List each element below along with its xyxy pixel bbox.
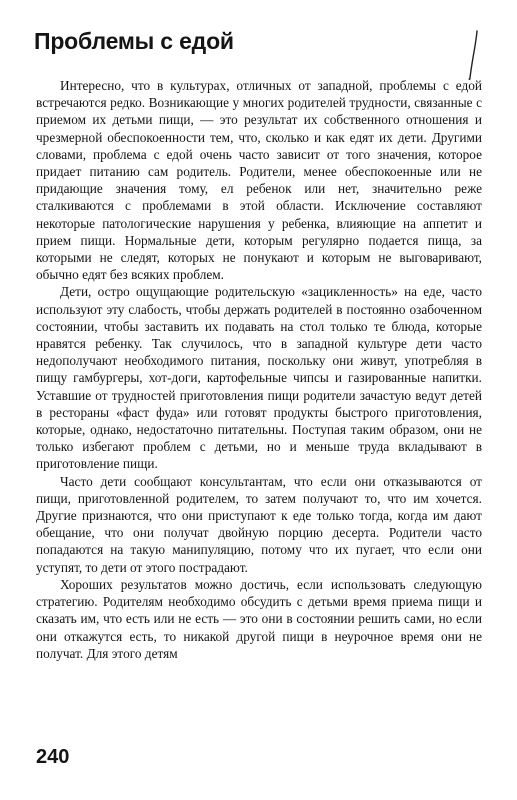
page-number: 240 bbox=[36, 746, 70, 768]
paragraph: Хороших результатов можно достичь, если использовать следующую стратегию. Родителям необходимо обсудить с детьми время приема пищи и сказать им, что есть или не есть — это они в состоянии решить сами, но если они откажутся есть, то никакой другой пищи в неурочное время они не получат. Для этого детям bbox=[36, 576, 482, 661]
paragraph: Дети, остро ощущающие родительскую «зацикленность» на еде, часто используют эту слабость, чтобы держать родителей в постоянно озабоченном состоянии, чтобы заставить их подавать на стол только те блюда, которые нравятся ребенку. Так случилось, что в западной культуре дети часто недополучают необходимого питания, поскольку они живут, употребляя в пищу гамбургеры, хот-доги, картофельные чипсы и газированные напитки. Уставшие от трудностей приготовления пищи родители зачастую ведут детей в рестораны «фаст фуда» или готовят продукты быстрого приготовления, которые, однако, недостаточно питательны. Поступая таким образом, они не только избегают проблем с детьми, но и меньше труда вкладывают в приготовление пищи. bbox=[36, 284, 482, 472]
body-text bbox=[36, 77, 482, 662]
paragraph: Часто дети сообщают консультантам, что если они отказываются от пищи, приготовленной родителем, то затем получают то, что им хочется. Другие признаются, что они приступают к еде только тогда, когда им дают обещание, что они получат двойную порцию десерта. Родители часто попадаются на такую манипуляцию, потому что их пугает, что если они уступят, то дети от этого пострадают. bbox=[36, 473, 482, 575]
chapter-title: Проблемы с едой bbox=[34, 28, 234, 54]
pen-mark-icon bbox=[466, 30, 480, 82]
paragraph: Интересно, что в культурах, отличных от западной, проблемы с едой встречаются редко. Возникающие у многих родителей трудности, связанные с приемом их детьми пищи, — это результат их собственного отношения и чрезмерной обеспокоенности тем, что, сколько и как едят их дети. Другими словами, проблема с едой очень часто зависит от того значения, которое придает питанию сам родитель. Родители, менее обеспокоенные или не придающие значения тому, ел ребенок или нет, значительно реже сталкиваются с проблемами в этой области. Исключение составляют некоторые патологические нарушения у ребенка, влияющие на аппетит и прием пищи. Нормальные дети, которым регулярно подается пища, за которыми не следят, которых не понукают и которым не выговаривают, обычно едят без всяких проблем. bbox=[36, 78, 482, 283]
